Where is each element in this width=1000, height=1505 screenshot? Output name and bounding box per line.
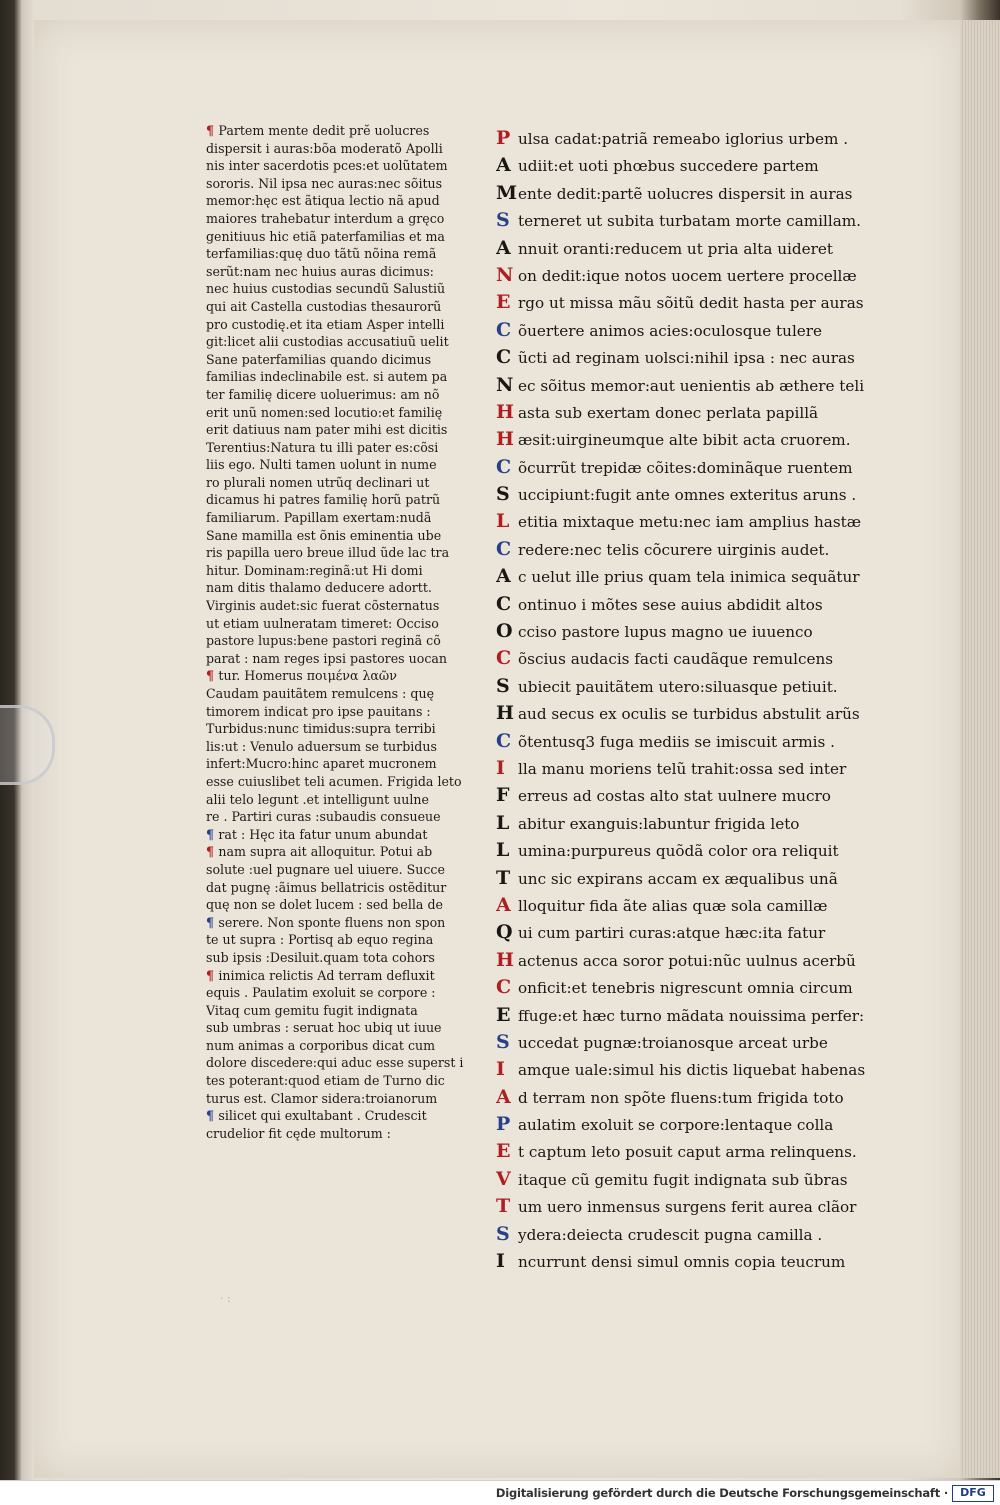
- commentary-line: [206, 1002, 476, 1020]
- commentary-line: [206, 562, 476, 580]
- commentary-line: [206, 1054, 476, 1072]
- verse-text: uccedat pugnæ:troianosque arceat urbe: [518, 1033, 828, 1052]
- commentary-text: timorem indicat pro ipse pauitans :: [206, 703, 431, 719]
- commentary-text: re . Partiri curas :subaudis consueue: [206, 809, 441, 825]
- commentary-line: [206, 914, 476, 932]
- verse-text: terneret ut subita turbatam morte camillam.: [518, 212, 862, 231]
- verse-text: ũcti ad reginam uolsci:nihil ipsa : nec auras: [518, 349, 855, 368]
- commentary-text: familias indeclinabile est. si autem pa: [206, 369, 448, 385]
- verse-line: [496, 563, 888, 590]
- verse-initial: I: [496, 1250, 505, 1273]
- verse-text: abitur exanguis:labuntur frigida leto: [518, 814, 800, 833]
- verse-line: [496, 919, 888, 946]
- verse-line: [496, 1166, 888, 1193]
- commentary-text: dolore discedere:qui aduc esse superst i: [206, 1055, 464, 1071]
- commentary-line: [206, 826, 476, 844]
- commentary-line: [206, 896, 476, 914]
- commentary-text: dicamus hi patres familię horũ patrũ: [206, 492, 441, 508]
- commentary-line: [206, 650, 476, 668]
- verse-line: [496, 755, 888, 782]
- commentary-text: tes poterant:quod etiam de Turno dic: [206, 1073, 445, 1089]
- commentary-text: erit unũ nomen:sed locutio:et familię: [206, 404, 443, 420]
- verse-line: [496, 1056, 888, 1083]
- commentary-line: [206, 1019, 476, 1037]
- commentary-text: genitiuus hic etiã paterfamilias et ma: [206, 228, 445, 244]
- verse-line: [496, 481, 888, 508]
- commentary-line: [206, 527, 476, 545]
- commentary-text: serere. Non sponte fluens non spon: [218, 914, 446, 930]
- commentary-text: equis . Paulatim exoluit se corpore :: [206, 985, 436, 1001]
- commentary-text: ro plurali nomen utrũq declinari ut: [206, 474, 430, 490]
- verse-line: [496, 673, 888, 700]
- verse-text: ente dedit:partẽ uolucres dispersit in auras: [518, 184, 853, 203]
- commentary-line: [206, 175, 476, 193]
- commentary-line: [206, 597, 476, 615]
- commentary-text: turus est. Clamor sidera:troianorum: [206, 1090, 438, 1106]
- verse-text: t captum leto posuit caput arma relinquens.: [518, 1143, 857, 1162]
- verse-text: c uelut ille prius quam tela inimica sequãtur: [518, 568, 860, 587]
- verse-text: actenus acca soror potui:nũc uulnus acerbũ: [518, 951, 856, 970]
- verse-initial: C: [496, 318, 512, 341]
- commentary-line: [206, 491, 476, 509]
- verse-line: [496, 1138, 888, 1165]
- commentary-text: erit datiuus nam pater mihi est dicitis: [206, 422, 448, 438]
- verse-text: udiit:et uoti phœbus succedere partem: [518, 157, 819, 176]
- commentary-line: [206, 720, 476, 738]
- commentary-line: [206, 843, 476, 861]
- footer-credit: Digitalisierung gefördert durch die Deutsche Forschungsgemeinschaft ·: [495, 1486, 948, 1500]
- verse-line: [496, 344, 888, 371]
- commentary-text: ris papilla uero breue illud ũde lac tra: [206, 545, 450, 561]
- commentary-line: [206, 1107, 476, 1125]
- verse-text: asta sub exertam donec perlata papillã: [518, 403, 819, 422]
- verse-text: ulsa cadat:patriã remeabo iglorius urbem .: [518, 130, 849, 148]
- commentary-text: lis:ut : Venulo aduersum se turbidus: [206, 738, 437, 754]
- verse-text: õtentusq3 fuga mediis se imiscuit armis .: [518, 732, 835, 751]
- verse-initial: C: [496, 647, 512, 670]
- verse-initial: P: [496, 1113, 511, 1136]
- commentary-text: Sane mamilla est õnis eminentia ube: [206, 527, 442, 543]
- commentary-line: [206, 192, 476, 210]
- verse-text: d terram non spõte fluens:tum frigida toto: [518, 1088, 844, 1107]
- verse-initial: A: [496, 565, 511, 588]
- verse-initial: N: [496, 263, 514, 286]
- commentary-text: sub umbras : seruat hoc ubiq ut iuue: [206, 1020, 442, 1036]
- commentary-line: [206, 703, 476, 721]
- commentary-text: memor:hęc est ãtiqua lectio nã apud: [206, 193, 440, 209]
- commentary-line: [206, 667, 476, 685]
- commentary-text: Virginis audet:sic fuerat cõsternatus: [206, 598, 440, 614]
- commentary-text: infert:Mucro:hinc aparet mucronem: [206, 756, 437, 772]
- commentary-line: [206, 615, 476, 633]
- verse-initial: S: [496, 1222, 510, 1245]
- verse-line: [496, 1248, 888, 1275]
- commentary-line: [206, 210, 476, 228]
- pilcrow-icon: ¶: [206, 123, 219, 138]
- commentary-line: [206, 404, 476, 422]
- verse-column: [496, 125, 888, 1275]
- commentary-text: nec huius custodias secundũ Salustiũ: [206, 281, 446, 297]
- verse-text: ontinuo i mõtes sese auius abdidit altos: [518, 595, 823, 614]
- commentary-line: [206, 157, 476, 175]
- commentary-text: dat pugnę :ãimus bellatricis ostẽditur: [206, 879, 447, 895]
- commentary-text: crudelior fit cęde multorum :: [206, 1125, 391, 1141]
- verse-text: uccipiunt:fugit ante omnes exteritus aruns .: [518, 486, 857, 505]
- verse-line: [496, 426, 888, 453]
- verse-initial: C: [496, 976, 512, 999]
- verse-initial: A: [496, 236, 511, 259]
- commentary-text: Sane paterfamilias quando dicimus: [206, 351, 432, 367]
- verse-text: lla manu moriens telũ trahit:ossa sed inter: [518, 759, 847, 778]
- verse-line: [496, 207, 888, 234]
- commentary-line: [206, 298, 476, 316]
- verse-line: [496, 125, 888, 152]
- verse-initial: T: [496, 1195, 511, 1218]
- commentary-line: [206, 333, 476, 351]
- commentary-text: silicet qui exultabant . Crudescit: [218, 1108, 427, 1124]
- commentary-text: dispersit i auras:bõa moderatõ Apolli: [206, 140, 443, 156]
- commentary-text: Terentius:Natura tu illi pater es:cõsi: [206, 439, 439, 455]
- commentary-line: [206, 579, 476, 597]
- verse-initial: T: [496, 866, 511, 889]
- commentary-line: [206, 474, 476, 492]
- pilcrow-icon: ¶: [206, 668, 219, 684]
- commentary-line: [206, 861, 476, 879]
- verse-line: [496, 1193, 888, 1220]
- verse-line: [496, 810, 888, 837]
- verse-text: umina:purpureus quõdã color ora reliquit: [518, 842, 839, 861]
- commentary-text: pro custodię.et ita etiam Asper intelli: [206, 316, 445, 332]
- verse-line: [496, 536, 888, 563]
- pilcrow-icon: ¶: [206, 844, 219, 860]
- verse-line: [496, 892, 888, 919]
- commentary-line: [206, 228, 476, 246]
- verse-initial: C: [496, 455, 512, 478]
- commentary-line: [206, 632, 476, 650]
- verse-text: ydera:deiecta crudescit pugna camilla .: [518, 1225, 823, 1244]
- verse-line: [496, 1029, 888, 1056]
- verse-text: ncurrunt densi simul omnis copia teucrum: [518, 1253, 846, 1272]
- verse-line: [496, 152, 888, 179]
- commentary-text: terfamilias:quę duo tãtũ nõina remã: [206, 246, 437, 262]
- commentary-line: [206, 685, 476, 703]
- verse-initial: S: [496, 483, 510, 506]
- verse-line: [496, 837, 888, 864]
- commentary-line: [206, 351, 476, 369]
- verse-text: onficit:et tenebris nigrescunt omnia circum: [518, 979, 853, 998]
- commentary-text: serũt:nam nec huius auras dicimus:: [206, 263, 434, 279]
- commentary-line: [206, 1125, 476, 1143]
- verse-text: etitia mixtaque metu:nec iam amplius hastæ: [518, 513, 862, 532]
- verse-line: [496, 372, 888, 399]
- pilcrow-icon: ¶: [206, 967, 219, 983]
- verse-text: redere:nec telis cõcurere uirginis audet.: [518, 540, 830, 559]
- pilcrow-icon: ¶: [206, 1108, 219, 1124]
- verse-initial: S: [496, 1030, 510, 1053]
- verse-line: [496, 317, 888, 344]
- verse-line: [496, 865, 888, 892]
- verse-line: [496, 645, 888, 672]
- commentary-text: sub ipsis :Desiluit.quam tota cohors: [206, 949, 435, 965]
- verse-initial: O: [496, 620, 513, 643]
- verse-text: ffuge:et hæc turno mãdata nouissima perfer:: [518, 1006, 865, 1025]
- verse-line: [496, 947, 888, 974]
- commentary-line: [206, 808, 476, 826]
- verse-line: [496, 454, 888, 481]
- verse-text: æsit:uirgineumque alte bibit acta cruorem.: [518, 431, 851, 450]
- commentary-column: [206, 122, 476, 1142]
- verse-line: [496, 618, 888, 645]
- verse-initial: I: [496, 1058, 505, 1081]
- verse-text: õcurrũt trepidæ cõites:dominãque ruentem: [518, 458, 853, 477]
- commentary-line: [206, 967, 476, 985]
- commentary-text: Partem mente dedit prĕ uolucres: [218, 123, 430, 138]
- verse-text: rgo ut missa mãu sõitũ dedit hasta per auras: [518, 294, 864, 313]
- verse-initial: C: [496, 537, 512, 560]
- commentary-line: [206, 1072, 476, 1090]
- commentary-line: [206, 791, 476, 809]
- verse-text: ui cum partiri curas:atque hæc:ita fatur: [518, 924, 826, 943]
- verse-initial: L: [496, 839, 510, 862]
- verse-initial: C: [496, 729, 512, 752]
- verse-initial: A: [496, 893, 511, 916]
- commentary-text: esse cuiuslibet teli acumen. Frigida leto: [206, 773, 462, 789]
- folio-mark: · :: [220, 1292, 231, 1305]
- commentary-text: solute :uel pugnare uel uiuere. Succe: [206, 861, 445, 877]
- commentary-line: [206, 984, 476, 1002]
- commentary-text: hitur. Dominam:reginã:ut Hi domi: [206, 562, 423, 578]
- verse-text: nnuit oranti:reducem ut pria alta uideret: [518, 239, 833, 258]
- verse-text: um uero inmensus surgens ferit aurea clãor: [518, 1198, 857, 1217]
- commentary-text: Turbidus:nunc timidus:supra terribi: [206, 721, 436, 737]
- verse-text: itaque cũ gemitu fugit indignata sub ũbras: [518, 1170, 848, 1189]
- verse-line: [496, 180, 888, 207]
- verse-text: ubiecit pauitãtem utero:siluasque petiuit.: [518, 677, 838, 696]
- commentary-text: nam supra ait alloquitur. Potui ab: [218, 844, 433, 860]
- verse-initial: A: [496, 1085, 511, 1108]
- verse-initial: F: [496, 784, 510, 807]
- verse-initial: S: [496, 674, 510, 697]
- verse-line: [496, 728, 888, 755]
- commentary-text: num animas a corporibus dicat cum: [206, 1037, 436, 1053]
- commentary-text: qui ait Castella custodias thesaurorũ: [206, 298, 442, 314]
- verse-initial: L: [496, 510, 510, 533]
- verse-initial: H: [496, 400, 514, 423]
- commentary-text: nis inter sacerdotis pces:et uolũtatem: [206, 158, 448, 174]
- verse-line: [496, 235, 888, 262]
- commentary-text: Vitaq cum gemitu fugit indignata: [206, 1002, 418, 1018]
- commentary-text: liis ego. Nulti tamen uolunt in nume: [206, 457, 437, 473]
- commentary-line: [206, 386, 476, 404]
- commentary-text: maiores trahebatur interdum a gręco: [206, 210, 445, 226]
- verse-line: [496, 1221, 888, 1248]
- commentary-line: [206, 316, 476, 334]
- commentary-text: ut etiam uulneratam timeret: Occiso: [206, 615, 439, 631]
- verse-initial: E: [496, 291, 511, 314]
- footer-bar: [0, 1480, 1000, 1505]
- commentary-text: parat : nam reges ipsi pastores uocan: [206, 650, 447, 666]
- commentary-text: rat : Hęc ita fatur unum abundat: [218, 826, 428, 842]
- verse-initial: C: [496, 592, 512, 615]
- commentary-line: [206, 122, 476, 140]
- verse-text: amque uale:simul his dictis liquebat habenas: [518, 1061, 866, 1080]
- commentary-line: [206, 439, 476, 457]
- verse-line: [496, 1084, 888, 1111]
- verse-initial: A: [496, 154, 511, 177]
- commentary-line: [206, 1037, 476, 1055]
- verse-initial: S: [496, 209, 510, 232]
- verse-line: [496, 1002, 888, 1029]
- commentary-line: [206, 140, 476, 158]
- dfg-logo: DFG: [952, 1485, 994, 1502]
- verse-initial: P: [496, 127, 511, 149]
- verse-text: aud secus ex oculis se turbidus abstulit arũs: [518, 705, 860, 724]
- verse-text: õuertere animos acies:oculosque tulere: [518, 321, 823, 340]
- commentary-line: [206, 931, 476, 949]
- verse-text: õscius audacis facti caudãque remulcens: [518, 650, 834, 669]
- commentary-text: git:licet alii custodias accusatiuũ uelit: [206, 334, 449, 350]
- verse-line: [496, 974, 888, 1001]
- verse-initial: I: [496, 756, 505, 779]
- commentary-text: sororis. Nil ipsa nec auras:nec sõitus: [206, 175, 443, 191]
- commentary-line: [206, 280, 476, 298]
- verse-text: erreus ad costas alto stat uulnere mucro: [518, 787, 831, 806]
- commentary-text: quę non se dolet lucem : sed bella de: [206, 897, 443, 913]
- verse-text: lloquitur fida ãte alias quæ sola camillæ: [518, 896, 828, 915]
- commentary-line: [206, 263, 476, 281]
- commentary-text: familiarum. Papillam exertam:nudã: [206, 510, 432, 526]
- verse-line: [496, 591, 888, 618]
- verse-line: [496, 399, 888, 426]
- commentary-line: [206, 879, 476, 897]
- commentary-line: [206, 738, 476, 756]
- commentary-text: alii telo legunt .et intelligunt uulne: [206, 791, 429, 807]
- page-fore-edge: [960, 20, 1000, 1478]
- commentary-text: tur. Homerus ποιμένα λαῶν: [218, 668, 397, 684]
- verse-initial: H: [496, 948, 514, 971]
- commentary-line: [206, 544, 476, 562]
- verse-line: [496, 1111, 888, 1138]
- verse-text: on dedit:ique notos uocem uertere procellæ: [518, 266, 857, 285]
- commentary-text: inimica relictis Ad terram defluxit: [218, 967, 435, 983]
- commentary-line: [206, 368, 476, 386]
- commentary-line: [206, 1090, 476, 1108]
- verse-initial: C: [496, 346, 512, 369]
- commentary-line: [206, 949, 476, 967]
- verse-initial: M: [496, 181, 518, 204]
- verse-text: cciso pastore lupus magno ue iuuenco: [518, 623, 813, 642]
- verse-line: [496, 700, 888, 727]
- verse-initial: Q: [496, 921, 513, 944]
- verse-line: [496, 508, 888, 535]
- verse-initial: E: [496, 1140, 511, 1163]
- verse-initial: V: [496, 1167, 511, 1190]
- verse-initial: E: [496, 1003, 511, 1026]
- pilcrow-icon: ¶: [206, 826, 219, 842]
- verse-line: [496, 289, 888, 316]
- pilcrow-icon: ¶: [206, 914, 219, 930]
- verse-initial: H: [496, 702, 514, 725]
- commentary-line: [206, 509, 476, 527]
- commentary-line: [206, 456, 476, 474]
- verse-text: aulatim exoluit se corpore:lentaque colla: [518, 1116, 834, 1135]
- verse-line: [496, 262, 888, 289]
- commentary-line: [206, 755, 476, 773]
- commentary-text: pastore lupus:bene pastori reginã cõ: [206, 633, 441, 649]
- verse-initial: L: [496, 811, 510, 834]
- commentary-line: [206, 245, 476, 263]
- verse-text: unc sic expirans accam ex æqualibus unã: [518, 869, 838, 888]
- commentary-text: te ut supra : Portisq ab equo regina: [206, 932, 434, 948]
- commentary-line: [206, 773, 476, 791]
- commentary-text: ter familię dicere uoluerimus: am nõ: [206, 386, 440, 402]
- commentary-line: [206, 421, 476, 439]
- commentary-text: Caudam pauitãtem remulcens : quę: [206, 686, 435, 701]
- commentary-text: nam ditis thalamo deducere adortt.: [206, 580, 432, 596]
- verse-initial: N: [496, 373, 514, 396]
- verse-line: [496, 782, 888, 809]
- verse-text: ec sõitus memor:aut uenientis ab æthere teli: [518, 376, 865, 395]
- verse-initial: H: [496, 428, 514, 451]
